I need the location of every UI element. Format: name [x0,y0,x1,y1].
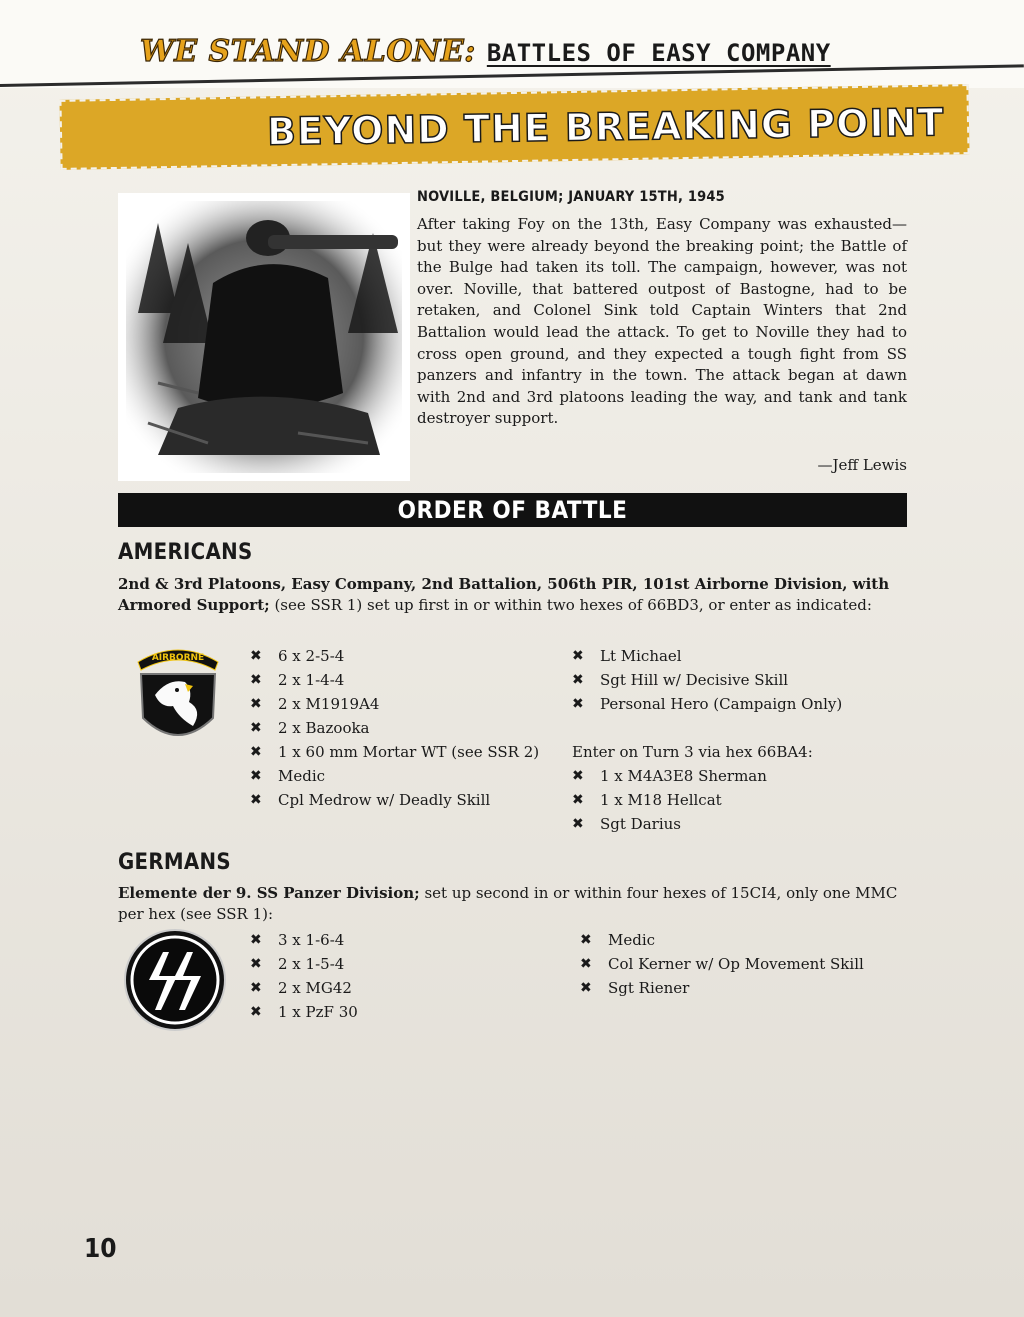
list-item: ✖ 6 x 2-5-4 [250,644,550,668]
series-title: WE STAND ALONE: [140,34,476,69]
list-item: ✖ Cpl Medrow w/ Deadly Skill [250,788,550,812]
x-bullet-icon: ✖ [250,744,262,760]
list-item: ✖ 2 x M1919A4 [250,692,550,716]
airborne-tab-label: AIRBORNE [151,653,205,663]
x-bullet-icon: ✖ [250,932,262,948]
americans-setup [118,574,908,617]
list-item: ✖ Col Kerner w/ Op Movement Skill [580,952,907,976]
list-item: ✖ Sgt Riener [580,976,907,1000]
byline: —Jeff Lewis [817,456,907,474]
list-item: ✖ Sgt Hill w/ Decisive Skill [572,668,907,692]
x-bullet-icon: ✖ [572,792,584,808]
americans-setup-text: (see SSR 1) set up first in or within two hexes of 66BD3, or enter as indicated: [269,596,872,615]
x-bullet-icon: ✖ [250,648,262,664]
x-bullet-icon: ✖ [580,956,592,972]
x-bullet-icon: ✖ [250,768,262,784]
list-item: ✖ 1 x 60 mm Mortar WT (see SSR 2) [250,740,550,764]
x-bullet-icon: ✖ [580,932,592,948]
list-item: ✖ 2 x Bazooka [250,716,550,740]
americans-unit: 2nd & 3rd Platoons, Easy Company, 2nd Battalion, 506th PIR, 101st Airborne Division, with Armored Support; [118,575,890,615]
x-bullet-icon: ✖ [250,1004,262,1020]
x-bullet-icon: ✖ [572,696,584,712]
germans-heading: GERMANS [118,850,231,875]
screaming-eagle-patch-icon [133,640,223,754]
order-of-battle-bar: ORDER OF BATTLE [118,493,907,527]
x-bullet-icon: ✖ [250,720,262,736]
americans-heading: AMERICANS [118,540,253,565]
list-item: ✖ 2 x MG42 [250,976,550,1000]
germans-list-right [580,928,907,1000]
intro-text: After taking Foy on the 13th, Easy Company was exhausted—but they were already beyond the breaking point; the Battle of the Bulge had taken its toll. The campaign, however, was not over. Noville, that battered outpost of Bastogne, had to be retaken, and Colonel Sink told Captain Winters that 2nd Battalion would lead the attack. To get to Noville they had to cross open ground, and they expected a tough fight from SS panzers and infantry in the town. The attack began at dawn with 2nd and 3rd platoons leading the way, and tank and tank destroyer support. [417,215,907,428]
series-heading [140,34,831,69]
list-item: ✖ 2 x 1-4-4 [250,668,550,692]
x-bullet-icon: ✖ [580,980,592,996]
series-subtitle: BATTLES OF EASY COMPANY [486,39,831,67]
scenario-title: BEYOND THE BREAKING POINT [266,100,945,154]
list-item: ✖ Lt Michael [572,644,907,668]
x-bullet-icon: ✖ [572,816,584,832]
page-number: 10 [84,1234,117,1264]
list-item: ✖ Medic [250,764,550,788]
soldier-photo [118,193,410,481]
list-item: ✖ 1 x M18 Hellcat [572,788,907,812]
germans-setup [118,883,908,926]
x-bullet-icon: ✖ [572,672,584,688]
reinforcement-list [572,764,907,836]
germans-list-left [250,928,550,1024]
list-item: ✖ 3 x 1-6-4 [250,928,550,952]
x-bullet-icon: ✖ [250,696,262,712]
x-bullet-icon: ✖ [572,648,584,664]
x-bullet-icon: ✖ [250,672,262,688]
germans-unit: Elemente der 9. SS Panzer Division; [118,884,420,902]
list-item: ✖ 1 x M4A3E8 Sherman [572,764,907,788]
list-item: ✖ Sgt Darius [572,812,907,836]
x-bullet-icon: ✖ [250,792,262,808]
list-item: ✖ Medic [580,928,907,952]
americans-list-right [572,644,907,716]
list-item: ✖ 1 x PzF 30 [250,1000,550,1024]
americans-list-left [250,644,550,812]
dateline: NOVILLE, BELGIUM; JANUARY 15TH, 1945 [417,189,725,205]
x-bullet-icon: ✖ [250,956,262,972]
reinforcement-label: Enter on Turn 3 via hex 66BA4: [572,743,813,761]
x-bullet-icon: ✖ [572,768,584,784]
germans-setup-text: set up second in or within four hexes of 15CI4, only one MMC per hex (see SSR 1): [118,884,898,924]
ss-runes-patch-icon [123,928,227,1036]
x-bullet-icon: ✖ [250,980,262,996]
list-item: ✖ 2 x 1-5-4 [250,952,550,976]
list-item: ✖ Personal Hero (Campaign Only) [572,692,907,716]
